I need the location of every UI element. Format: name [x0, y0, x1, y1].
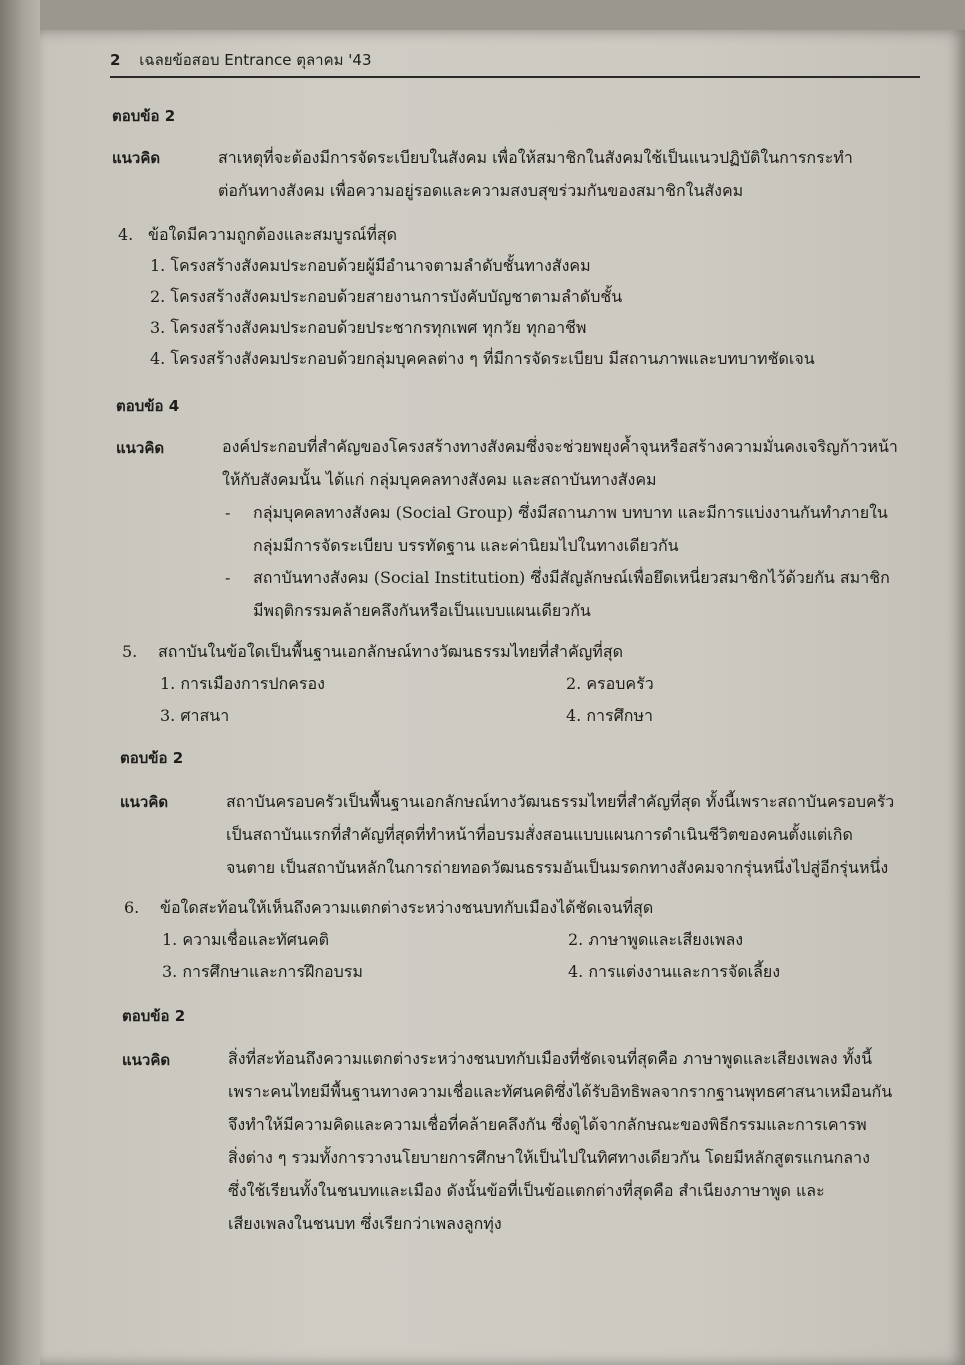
q3-answer: ตอบข้อ 2 [112, 107, 176, 125]
bullet-dash: - [225, 503, 231, 522]
q4-bullet [225, 496, 925, 562]
q5-concept-label: แนวคิด [120, 793, 169, 811]
q3-concept-line: สาเหตุที่จะต้องมีการจัดระเบียบในสังคม เพื่อให้สมาชิกในสังคมใช้เป็นแนวปฏิบัติในการกระทำ [218, 148, 853, 167]
running-title: เฉลยข้อสอบ Entrance ตุลาคม '43 [139, 51, 372, 69]
q5-concept-line: เป็นสถาบันแรกที่สำคัญที่สุดที่ทำหน้าที่อบรมสั่งสอนแบบแผนการดำเนินชีวิตของคนตั้งแต่เกิด [226, 825, 853, 844]
q6-concept-line: เสียงเพลงในชนบท ซึ่งเรียกว่าเพลงลูกทุ่ง [228, 1214, 502, 1233]
q5-concept-text [226, 785, 926, 884]
q4-number: 4. [118, 225, 134, 244]
q6-concept-text [228, 1042, 928, 1240]
q6-option: 2. ภาษาพูดและเสียงเพลง [568, 930, 744, 949]
q4-bullet-line: กลุ่มมีการจัดระเบียบ บรรทัดฐาน และค่านิยมไปในทางเดียวกัน [253, 536, 679, 555]
q3-concept-line: ต่อกันทางสังคม เพื่อความอยู่รอดและความสงบสุขร่วมกันของสมาชิกในสังคม [218, 181, 744, 200]
book-spine-edge [0, 0, 40, 1365]
q4-bullet-line: มีพฤติกรรมคล้ายคลึงกันหรือเป็นแบบแผนเดียวกัน [253, 601, 591, 620]
bullet-dash: - [225, 568, 231, 587]
q5-question: สถาบันในข้อใดเป็นพื้นฐานเอกลักษณ์ทางวัฒนธรรมไทยที่สำคัญที่สุด [158, 642, 623, 661]
q4-option: 3. โครงสร้างสังคมประกอบด้วยประชากรทุกเพศ ทุกวัย ทุกอาชีพ [150, 318, 587, 337]
q4-bullet [225, 561, 925, 627]
q5-option: 2. ครอบครัว [566, 674, 654, 693]
q6-concept-label: แนวคิด [122, 1051, 171, 1069]
q5-number: 5. [122, 642, 138, 661]
q6-concept-line: จึงทำให้มีความคิดและความเชื่อที่คล้ายคลึงกัน ซึ่งดูได้จากลักษณะของพิธีกรรมและการเคารพ [228, 1115, 867, 1134]
q4-concept-label: แนวคิด [116, 439, 165, 457]
q5-option: 3. ศาสนา [160, 706, 230, 725]
q4-concept-line: องค์ประกอบที่สำคัญของโครงสร้างทางสังคมซึ่งจะช่วยพยุงค้ำจุนหรือสร้างความมั่นคงเจริญก้าวหน้า [222, 437, 898, 456]
q5-answer: ตอบข้อ 2 [120, 749, 184, 767]
q4-question: ข้อใดมีความถูกต้องและสมบูรณ์ที่สุด [148, 225, 398, 244]
q5-option: 4. การศึกษา [566, 706, 653, 725]
q4-bullet-line: กลุ่มบุคคลทางสังคม (Social Group) ซึ่งมีสถานภาพ บทบาท และมีการแบ่งงานกันทำภายใน [253, 503, 888, 522]
q6-question: ข้อใดสะท้อนให้เห็นถึงความแตกต่างระหว่างชนบทกับเมืองได้ชัดเจนที่สุด [160, 898, 654, 917]
q5-concept-line: สถาบันครอบครัวเป็นพื้นฐานเอกลักษณ์ทางวัฒนธรรมไทยที่สำคัญที่สุด ทั้งนี้เพราะสถาบันครอบครัว [226, 792, 895, 811]
q4-option: 4. โครงสร้างสังคมประกอบด้วยกลุ่มบุคคลต่าง ๆ ที่มีการจัดระเบียบ มีสถานภาพและบทบาทชัดเจน [150, 349, 815, 368]
q6-option: 4. การแต่งงานและการจัดเลี้ยง [568, 962, 781, 981]
q5-option: 1. การเมืองการปกครอง [160, 674, 325, 693]
q5-concept-line: จนตาย เป็นสถาบันหลักในการถ่ายทอดวัฒนธรรมอันเป็นมรดกทางสังคมจากรุ่นหนึ่งไปสู่อีกรุ่นหนึ่ง [226, 858, 889, 877]
page-header [110, 48, 920, 78]
q6-concept-line: สิ่งต่าง ๆ รวมทั้งการวางนโยบายการศึกษาให้เป็นไปในทิศทางเดียวกัน โดยมีหลักสูตรแกนกลาง [228, 1148, 870, 1167]
q4-options [150, 250, 930, 374]
page-number: 2 [110, 51, 121, 69]
q6-answer: ตอบข้อ 2 [122, 1007, 186, 1025]
q6-concept-line: สิ่งที่สะท้อนถึงความแตกต่างระหว่างชนบทกับเมืองที่ชัดเจนที่สุดคือ ภาษาพูดและเสียงเพลง ทั้งนี้ [228, 1049, 872, 1068]
q4-option: 2. โครงสร้างสังคมประกอบด้วยสายงานการบังคับบัญชาตามลำดับชั้น [150, 287, 623, 306]
q3-concept-text [218, 141, 923, 207]
q4-answer: ตอบข้อ 4 [116, 397, 180, 415]
q4-concept-text [222, 430, 927, 496]
q6-option: 3. การศึกษาและการฝึกอบรม [162, 962, 363, 981]
q4-concept-line: ให้กับสังคมนั้น ได้แก่ กลุ่มบุคคลทางสังคม และสถาบันทางสังคม [222, 470, 657, 489]
q6-concept-line: ซึ่งใช้เรียนทั้งในชนบทและเมือง ดังนั้นข้อที่เป็นข้อแตกต่างที่สุดคือ สำเนียงภาษาพูด และ [228, 1181, 825, 1200]
q4-option: 1. โครงสร้างสังคมประกอบด้วยผู้มีอำนาจตามลำดับชั้นทางสังคม [150, 256, 591, 275]
q4-bullet-line: สถาบันทางสังคม (Social Institution) ซึ่งมีสัญลักษณ์เพื่อยึดเหนี่ยวสมาชิกไว้ด้วยกัน สมาชิก [253, 568, 890, 587]
q3-concept-label: แนวคิด [112, 149, 161, 167]
q6-number: 6. [124, 898, 140, 917]
q6-option: 1. ความเชื่อและทัศนคติ [162, 930, 329, 949]
q6-concept-line: เพราะคนไทยมีพื้นฐานทางความเชื่อและทัศนคติซึ่งได้รับอิทธิพลจากรากฐานพุทธศาสนาเหมือนกัน [228, 1082, 893, 1101]
